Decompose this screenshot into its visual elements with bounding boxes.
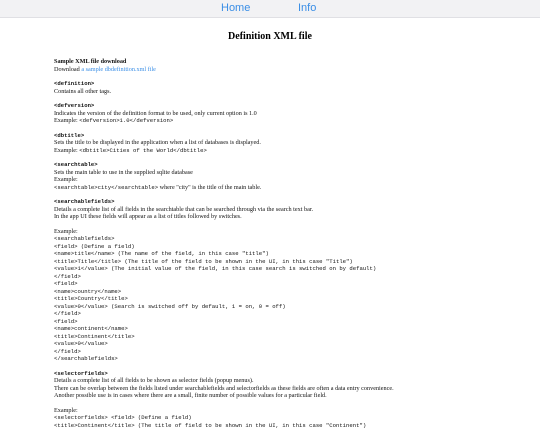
defversion-desc: Indicates the version of the definition format to be used, only current option is 1.0 (54, 109, 257, 117)
code-line: </field> (54, 272, 81, 280)
code-line: </field> (54, 347, 81, 355)
code-line: <title>Continent</title> (54, 332, 135, 340)
dbtitle-section (54, 132, 524, 155)
dbtitle-example (54, 147, 524, 155)
nav-home-link[interactable]: Home (221, 2, 251, 14)
defversion-example-code: <defversion>1.0</defversion> (79, 117, 174, 124)
searchablefields-desc-2: In the app UI these fields will appear as a list of titles followed by switches. (54, 213, 242, 220)
code-line: </field> (54, 310, 81, 317)
searchtable-example-code: <searchtable>city</searchtable> (54, 183, 159, 191)
searchablefields-example-label: Example: (54, 227, 78, 235)
page-title: Definition XML file (228, 31, 312, 42)
code-line: <name>title</name> (The name of the field, in this case "title") (54, 250, 269, 257)
download-line (54, 66, 524, 74)
code-line: </searchablefields> (54, 355, 118, 362)
defversion-section (54, 102, 524, 125)
selectorfields-tag: <selectorfields> (54, 369, 108, 377)
selectorfields-desc-2: There can be overlap between the fields listed under searchablefields and selectorfields as these fields are often a data entry convenience. (54, 384, 394, 392)
nav-info-link[interactable]: Info (298, 2, 317, 14)
searchtable-example-label: Example: (54, 176, 78, 183)
code-line: <title>Title</title> (The title of the field to be shown in the UI, in this case "Title") (54, 257, 353, 265)
searchablefields-desc-1: Details a complete list of all fields in the searchtable that can be searched through via the search text bar. (54, 205, 314, 213)
dbtitle-desc: Sets the title to be displayed in the application when a list of databases is displayed. (54, 139, 261, 146)
searchtable-tag: <searchtable> (54, 161, 98, 168)
searchablefields-section (54, 198, 524, 363)
definition-tag: <definition> (54, 80, 95, 87)
dbtitle-example-prefix: Example: (54, 146, 80, 154)
code-line: <selectorfields> <field> (Define a field) (54, 414, 192, 421)
code-line: <title>Continent</title> (The title of field to be shown in the UI, in this case "Continent") (54, 421, 367, 429)
selectorfields-desc-1: Details a complete list of all fields to be shown as selector fields (popup menus). (54, 377, 254, 384)
searchablefields-tag: <searchablefields> (54, 198, 115, 205)
dbtitle-tag: <dbtitle> (54, 131, 85, 139)
selectorfields-example-label: Example: (54, 406, 78, 414)
download-prefix: Download (54, 65, 82, 73)
code-line: <searchablefields> (54, 235, 115, 242)
selectorfields-section (54, 370, 524, 430)
code-line: <field> (54, 317, 78, 325)
searchtable-section (54, 161, 524, 191)
code-line: <field> (Define a field) (54, 242, 135, 250)
main-content (54, 58, 524, 436)
code-line: <value>1</value> (The initial value of the field, in this case search is switched on by default) (54, 265, 377, 272)
defversion-example (54, 117, 524, 125)
searchtable-desc: Sets the main table to use in the supplied sqlite database (54, 168, 193, 176)
searchtable-example-suffix: where "city" is the title of the main table. (158, 183, 262, 191)
spacer (54, 221, 524, 228)
code-line: <value>0</value> (Search is switched off by default, 1 = on, 0 = off) (54, 302, 286, 310)
defversion-tag: <defversion> (54, 102, 95, 109)
download-link[interactable]: a sample dbdefinition.xml file (81, 65, 156, 73)
defversion-example-prefix: Example: (54, 117, 80, 124)
top-nav-bar (0, 0, 540, 18)
searchtable-example (54, 184, 524, 192)
selectorfields-desc-3: Another possible use is in cases where there are a small, finite number of possible values for a particular field. (54, 392, 327, 399)
download-section (54, 58, 524, 73)
definition-section (54, 80, 524, 95)
dbtitle-example-code: <dbtitle>Cities of the World</dbtitle> (79, 146, 207, 154)
code-line: <field> (54, 280, 78, 287)
spacer (54, 400, 524, 407)
definition-desc: Contains all other tags. (54, 87, 112, 95)
download-heading: Sample XML file download (54, 58, 127, 65)
code-line: <value>0</value> (54, 340, 108, 347)
code-line: <name>country</name> (54, 287, 122, 295)
code-line: <name>continent</name> (54, 325, 128, 332)
code-line: <title>Country</title> (54, 295, 128, 302)
